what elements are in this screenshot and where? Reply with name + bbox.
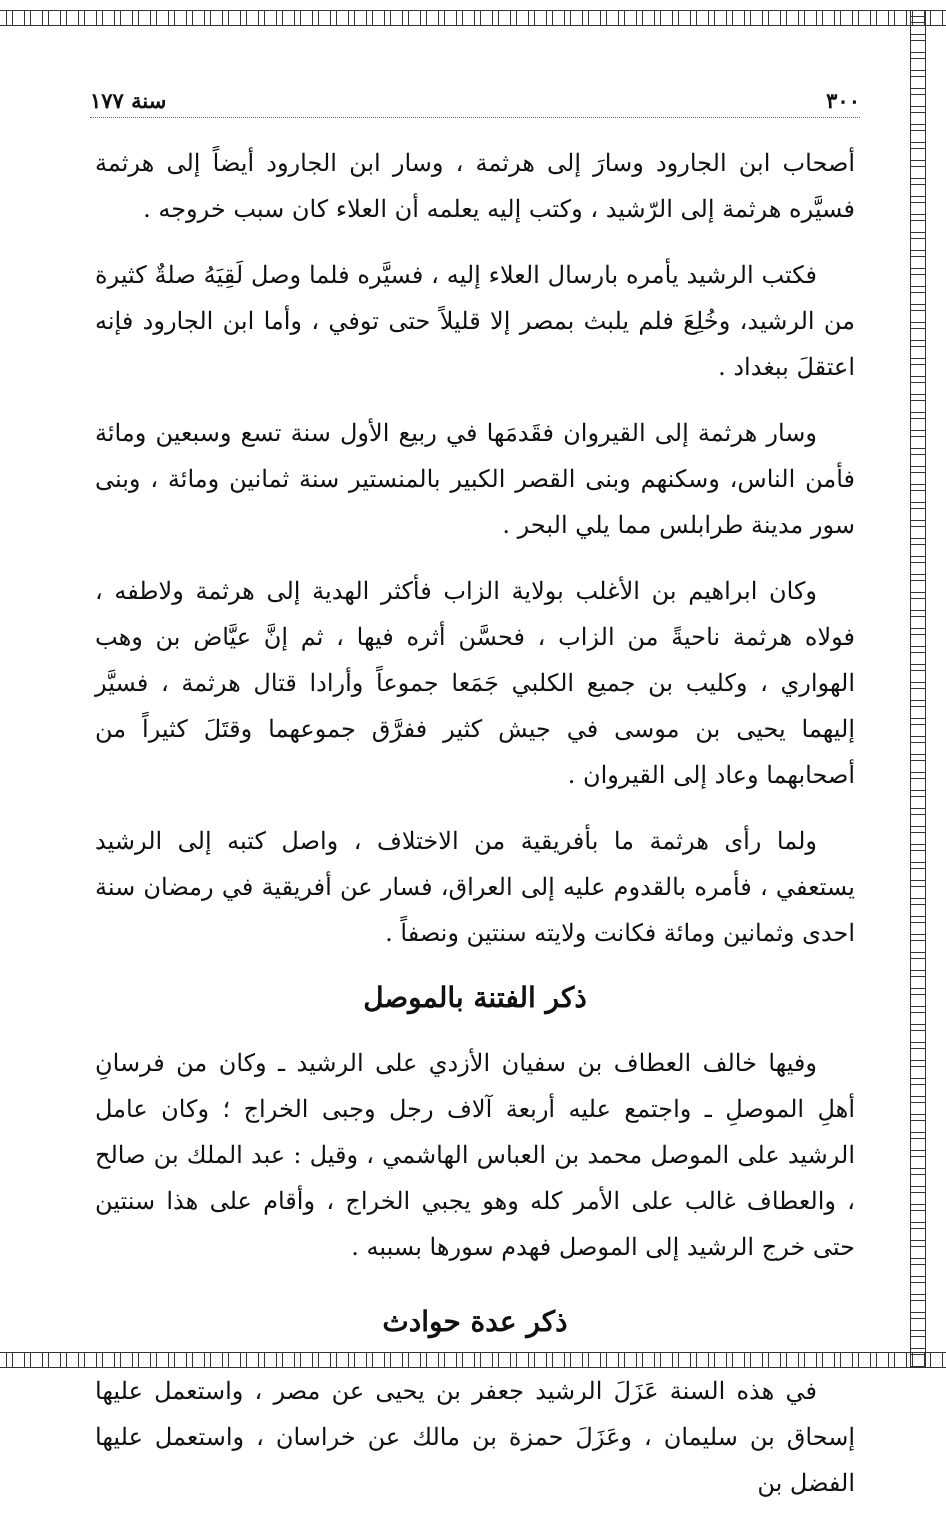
section-heading: ذكر عدة حوادث [382,1305,568,1338]
page-number: ٣٠٠ [826,88,860,113]
running-header [90,88,860,118]
header-year: سنة ١٧٧ [90,88,167,113]
ornamental-border-top [0,10,946,26]
page-body [90,88,860,1526]
paragraph: وسار هرثمة إلى القيروان فقَدمَها في ربيع الأول سنة تسع وسبعين ومائة فأمن الناس، وسكنهم وبنى القصر الكبير بالمنستير سنة ثمانين ومائة ، وبنى سور مدينة طرابلس مما يلي البحر . [95,419,855,539]
ornamental-border-right [910,10,926,1368]
paragraph: أصحاب ابن الجارود وسارَ إلى هرثمة ، وسار ابن الجارود أيضاً إلى هرثمة فسيَّره هرثمة إلى الرّشيد ، وكتب إليه يعلمه أن العلاء كان سبب خروجه . [95,149,855,223]
paragraph: وكان ابراهيم بن الأغلب بولاية الزاب فأكثر الهدية إلى هرثمة ولاطفه ، فولاه هرثمة ناحيةً من الزاب ، فحسَّن أثره فيها ، ثم إنَّ عيَّاض بن وهب الهواري ، وكليب بن جميع الكلبي جَمَعا جموعاً وأرادا قتال هرثمة ، فسيَّر إليهما يحيى بن موسى في جيش كثير ففرَّق جموعهما وقتَلَ كثيراً من أصحابهما وعاد إلى القيروان . [95,577,855,789]
section-heading: ذكر الفتنة بالموصل [363,981,587,1014]
paragraph: وفيها خالف العطاف بن سفيان الأزدي على الرشيد ـ وكان من فرسانِ أهلِ الموصلِ ـ واجتمع عليه أربعة آلاف رجل وجبى الخراج ؛ وكان عامل الرشيد على الموصل محمد بن العباس الهاشمي ، وقيل : عبد الملك بن صالح ، والعطاف غالب على الأمر كله وهو يجبي الخراج ، وأقام على هذا سنتين حتى خرج الرشيد إلى الموصل فهدم سورها بسببه . [95,1049,855,1261]
paragraph: ولما رأى هرثمة ما بأفريقية من الاختلاف ، واصل كتبه إلى الرشيد يستعفي ، فأمره بالقدوم عليه إلى العراق، فسار عن أفريقية في رمضان سنة احدى وثمانين ومائة فكانت ولايته سنتين ونصفاً . [95,827,855,947]
paragraph: في هذه السنة عَزَلَ الرشيد جعفر بن يحيى عن مصر ، واستعمل عليها إسحاق بن سليمان ، وعَزَلَ حمزة بن مالك عن خراسان ، واستعمل عليها الفضل بن [95,1377,855,1497]
paragraph: فكتب الرشيد يأمره بارسال العلاء إليه ، فسيَّره فلما وصل لَقِيَهُ صلةٌ كثيرة من الرشيد، وخُلِعَ فلم يلبث بمصر إلا قليلاً حتى توفي ، وأما ابن الجارود فإنه اعتقلَ ببغداد . [95,261,855,381]
